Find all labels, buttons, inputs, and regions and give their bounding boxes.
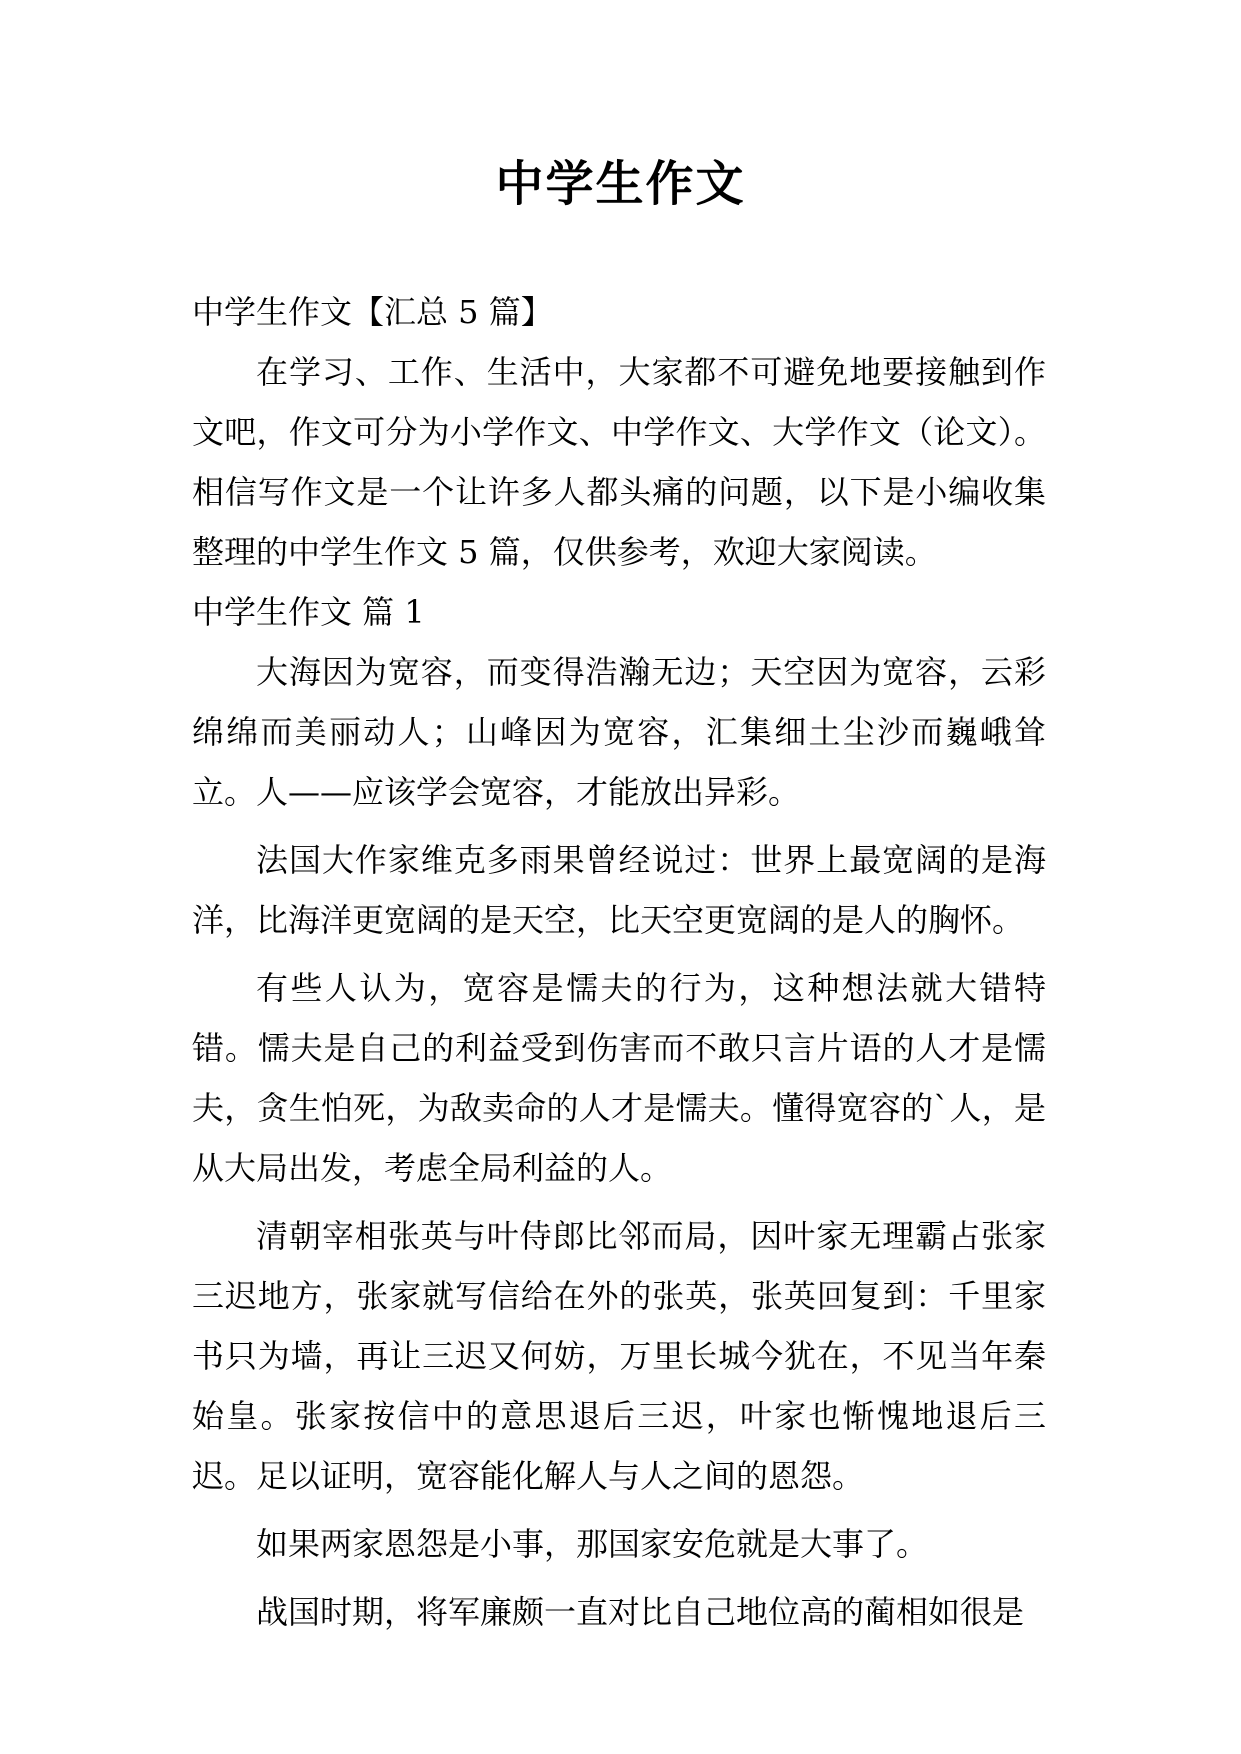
paragraph-2: 法国大作家维克多雨果曾经说过：世界上最宽阔的是海洋，比海洋更宽阔的是天空，比天空更宽阔的是人的胸怀。 xyxy=(192,841,1046,939)
paragraph-4: 清朝宰相张英与叶侍郎比邻而局，因叶家无理霸占张家三迟地方，张家就写信给在外的张英，张英回复到：千里家书只为墙，再让三迟又何妨，万里长城今犹在，不见当年秦始皇。张家按信中的意思退后三迟，叶家也惭愧地退后三迟。足以证明，宽容能化解人与人之间的恩怨。 xyxy=(192,1217,1046,1495)
paragraph-6: 战国时期，将军廉颇一直对比自己地位高的蔺相如很是 xyxy=(256,1593,1025,1631)
section-heading-1: 中学生作文 篇 1 xyxy=(192,593,425,631)
intro-paragraph: 在学习、工作、生活中，大家都不可避免地要接触到作文吧，作文可分为小学作文、中学作文、大学作文（论文）。相信写作文是一个让许多人都头痛的问题，以下是小编收集整理的中学生作文 5 篇，仅供参考，欢迎大家阅读。 xyxy=(192,353,1046,571)
paragraph-1: 大海因为宽容，而变得浩瀚无边；天空因为宽容，云彩绵绵而美丽动人；山峰因为宽容，汇集细土尘沙而巍峨耸立。人——应该学会宽容，才能放出异彩。 xyxy=(192,653,1046,811)
main-heading: 中学生作文【汇总 5 篇】 xyxy=(192,293,553,331)
paragraph-5: 如果两家恩怨是小事，那国家安危就是大事了。 xyxy=(256,1525,929,1563)
document-title: 中学生作文 xyxy=(495,156,746,212)
document-body xyxy=(192,282,1046,1642)
paragraph-3: 有些人认为，宽容是懦夫的行为，这种想法就大错特错。懦夫是自己的利益受到伤害而不敢只言片语的人才是懦夫，贪生怕死，为敌卖命的人才是懦夫。懂得宽容的`人，是从大局出发，考虑全局利益的人。 xyxy=(192,969,1046,1187)
